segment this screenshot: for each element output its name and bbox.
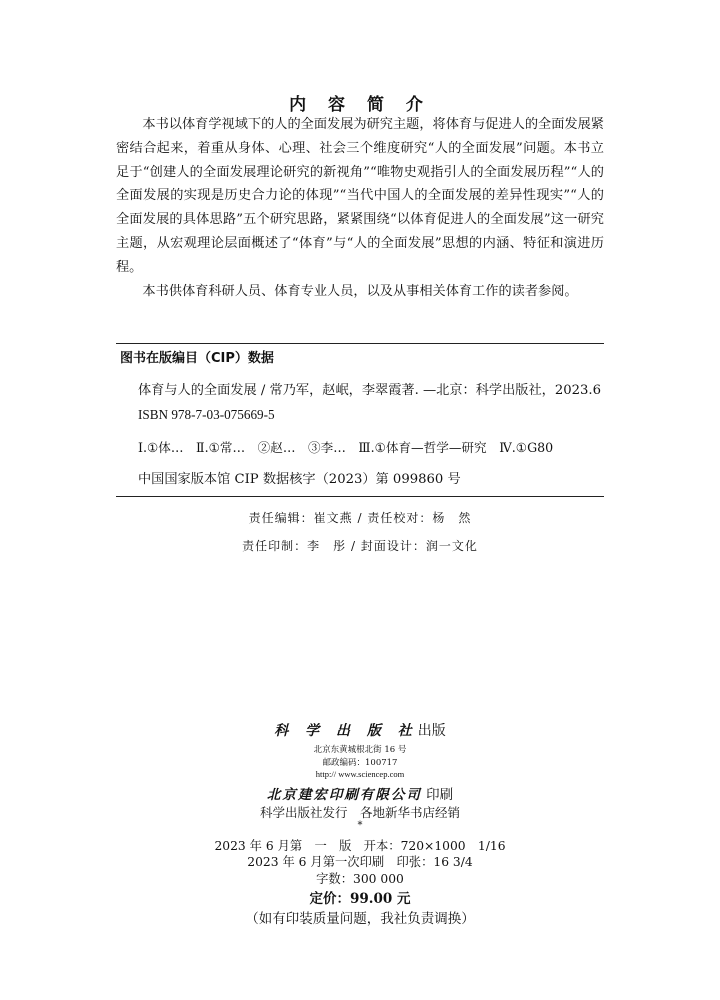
word-count: 字数：300 000 — [316, 872, 404, 886]
edition-line: 2023 年 6 月第 一 版 开本：720×1000 1/16 — [214, 839, 506, 853]
printer-line — [0, 783, 720, 803]
publisher-address: 北京东黄城根北街 16 号 — [313, 745, 407, 755]
cip-classification: Ⅰ.①体… Ⅱ.①常… ②赵… ③李… Ⅲ.①体育—哲学—研究 Ⅳ.①G80 — [138, 440, 554, 455]
impression-line: 2023 年 6 月第一次印刷 印张：16 3/4 — [247, 855, 473, 869]
printer-brand: 北京建宏印刷有限公司 — [266, 787, 422, 803]
publisher-url: http:// www.sciencep.com — [315, 769, 405, 779]
publisher-brand: 科 学 出 版 社 — [274, 723, 418, 739]
separator-star: * — [357, 820, 363, 831]
summary-paragraph: 本书供体育科研人员、体育专业人员，以及从事相关体育工作的读者参阅。 — [142, 283, 578, 299]
printer-suffix: 印刷 — [421, 787, 454, 803]
price: 定价：99.00 元 — [309, 891, 411, 907]
publisher-suffix: 出版 — [417, 723, 446, 739]
publisher-postcode: 邮政编码：100717 — [322, 758, 398, 768]
cip-block — [116, 343, 604, 497]
cip-record-number: 中国国家版本馆 CIP 数据核字（2023）第 099860 号 — [138, 472, 461, 487]
summary-body — [116, 113, 604, 303]
distribution-line: 科学出版社发行 各地新华书店经销 — [259, 805, 460, 820]
staff-line-editors: 责任编辑：崔文燕 / 责任校对：杨 然 — [248, 511, 472, 525]
summary-paragraph: 本书以体育学视域下的人的全面发展为研究主题，将体育与促进人的全面发展紧密结合起来，着重从身体、心理、社会三个维度研究“人的全面发展”问题。本书立足于“创建人的全面发展理论研究的新视角”“唯物史观指引人的全面发展历程”“人的全面发展的实现是历史合力论的体现”“当代中国人的全面发展的差异性现实”“人的全面发展的具体思路”五个研究思路，紧紧围绕“以体育促进人的全面发展”这一研究主题，从宏观理论层面概述了“体育”与“人的全面发展”思想的内涵、特征和演进历程。 — [116, 117, 604, 275]
summary-title: 内 容 简 介 — [289, 95, 431, 115]
publisher-line — [0, 720, 720, 740]
cip-isbn: ISBN 978-7-03-075669-5 — [138, 407, 275, 422]
cip-entry: 体育与人的全面发展 / 常乃军，赵岷，李翠霞著. —北京：科学出版社，2023.6 — [138, 383, 601, 398]
quality-note: （如有印装质量问题，我社负责调换） — [245, 911, 475, 927]
staff-line-production: 责任印制：李 彤 / 封面设计：润一文化 — [242, 539, 478, 553]
cip-heading: 图书在版编目（CIP）数据 — [120, 351, 274, 366]
